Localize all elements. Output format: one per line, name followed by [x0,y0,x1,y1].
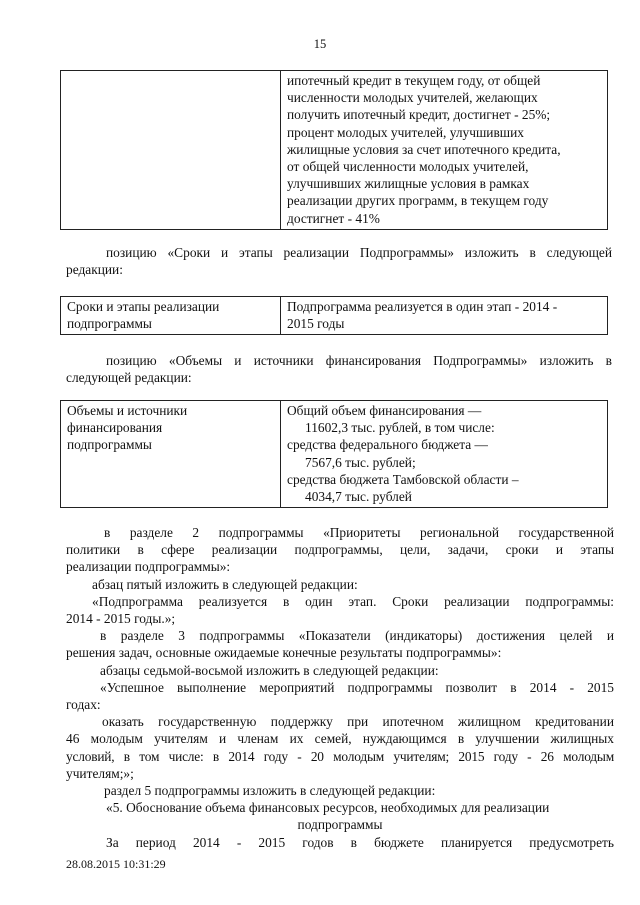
body-text [66,524,614,851]
text-line: позицию «Сроки и этапы реализации Подпрограммы» изложить в следующей [106,245,612,260]
cell-line: средства федерального бюджета — [287,437,488,453]
funding-table [60,400,608,508]
indicators-table [60,70,608,230]
text-line: 46 молодым учителям и членам их семей, нуждающимся в улучшении жилищных [66,731,614,747]
text-line: раздел 5 подпрограммы изложить в следующей редакции: [104,783,436,799]
cell-line: реализации других программ, в текущем году [287,193,549,209]
cell-line: от общей численности молодых учителей, [287,159,529,175]
cell-line: 4034,7 тыс. рублей [305,489,412,505]
text-line: редакции: [66,262,123,278]
cell-line: 7567,6 тыс. рублей; [305,454,416,470]
cell-line: 11602,3 тыс. рублей, в том числе: [305,420,495,436]
cell-line: финансирования [67,420,163,436]
table-cell-label [61,297,281,335]
cell-line: процент молодых учителей, улучшивших [287,124,524,140]
cell-line: Объемы и источники [67,403,188,418]
table-row [61,401,608,508]
table-row [61,71,608,230]
text-line: следующей редакции: [66,370,192,386]
table-row [61,297,608,335]
terms-table [60,296,608,335]
text-line: абзац пятый изложить в следующей редакции: [92,576,358,592]
paragraph-terms [66,244,612,278]
cell-line: численности молодых учителей, желающих [287,90,538,106]
text-line: учителям;»; [66,765,134,781]
text-line: абзацы седьмой-восьмой изложить в следующей редакции: [100,662,439,678]
table-cell-label [61,401,281,508]
paragraph-funding [66,352,612,386]
cell-line: получить ипотечный кредит, достигнет - 25%; [287,107,551,123]
cell-line: 2015 годы [287,316,345,332]
table-cell-indicators [281,71,608,230]
text-line: оказать государственную поддержку при ипотечном жилищном кредитовании [102,714,614,730]
text-line: в разделе 2 подпрограммы «Приоритеты региональной государственной [104,525,614,540]
cell-line: подпрограммы [67,316,152,332]
text-line: годах: [66,697,101,713]
text-line: в разделе 3 подпрограммы «Показатели (индикаторы) достижения целей и [100,628,614,644]
text-line: условий, в том числе: в 2014 году - 20 молодым учителям; 2015 году - 26 молодым [66,748,614,764]
text-line: За период 2014 - 2015 годов в бюджете планируется предусмотреть [106,834,614,850]
cell-line: Сроки и этапы реализации [67,299,220,314]
text-line: «5. Обоснование объема финансовых ресурсов, необходимых для реализации [106,800,550,816]
cell-line: средства бюджета Тамбовской области – [287,471,519,487]
text-line: 2014 - 2015 годы.»; [66,611,176,627]
text-line: подпрограммы [297,817,383,833]
text-line: позицию «Объемы и источники финансирования Подпрограммы» изложить в [106,353,612,368]
cell-line: подпрограммы [67,437,152,453]
text-line: политики в сфере реализации подпрограммы, цели, задачи, сроки и этапы [66,542,614,558]
print-timestamp: 28.08.2015 10:31:29 [66,857,166,871]
table-cell-value [281,401,608,508]
cell-line: Общий объем финансирования — [287,403,482,418]
text-line: реализации подпрограммы»: [66,559,231,575]
cell-line: достигнет - 41% [287,210,380,226]
cell-line: улучшивших жилищные условия в рамках [287,176,530,192]
cell-line: Подпрограмма реализуется в один этап - 2014 - [287,299,558,314]
text-line: решения задач, основные ожидаемые конечные результаты подпрограммы»: [66,645,502,661]
page-number: 15 [313,37,327,51]
table-cell-value [281,297,608,335]
cell-line: ипотечный кредит в текущем году, от общей [287,73,541,88]
cell-line: жилищные условия за счет ипотечного кредита, [287,141,561,157]
table-cell-empty [61,71,281,230]
text-line: «Успешное выполнение мероприятий подпрограммы позволит в 2014 - 2015 [100,679,614,695]
text-line: «Подпрограмма реализуется в один этап. Сроки реализации подпрограммы: [92,593,614,609]
